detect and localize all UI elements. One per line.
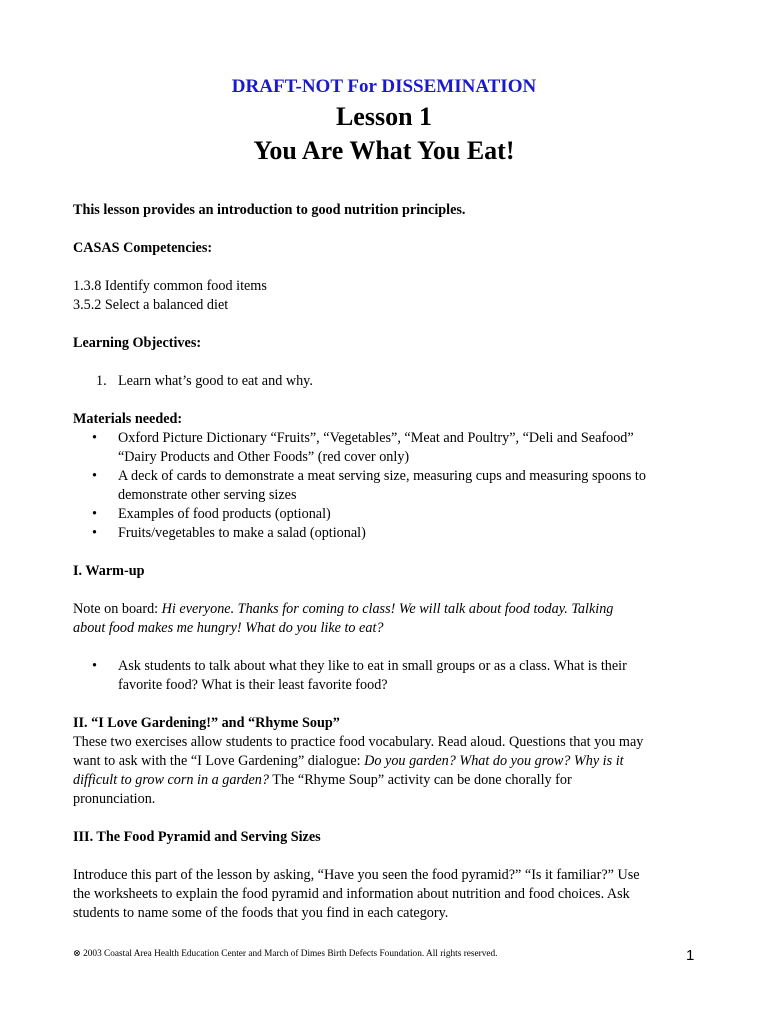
lesson-number: Lesson 1 (335, 102, 433, 131)
materials-heading: Materials needed: (73, 411, 183, 427)
draft-notice: DRAFT-NOT For DISSEMINATION (231, 76, 537, 97)
pyramid-heading: III. The Food Pyramid and Serving Sizes (73, 829, 321, 845)
bullet-icon: • (92, 506, 97, 522)
list-item: • Examples of food products (optional) (92, 506, 331, 522)
casas-heading: CASAS Competencies: (73, 240, 213, 256)
bullet-icon: • (92, 658, 97, 674)
list-item: • A deck of cards to demonstrate a meat serving size, measuring cups and measuring spoons to demonstrate other serving sizes (92, 468, 646, 503)
list-item: • Ask students to talk about what they like to eat in small groups or as a class. What is their favorite food? What is their least favorite food? (92, 658, 627, 693)
materials-list (73, 429, 713, 543)
casas-item: 1.3.8 Identify common food items (73, 278, 267, 294)
bullet-icon: • (92, 430, 97, 446)
lesson-title: You Are What You Eat! (253, 136, 515, 165)
warmup-note: Note on board: Hi everyone. Thanks for coming to class! We will talk about food today. Talking about food makes me hungry! What do you like to eat? (73, 601, 614, 636)
bullet-icon: • (92, 468, 97, 484)
bullet-icon: • (92, 525, 97, 541)
pyramid-text: Introduce this part of the lesson by asking, “Have you seen the food pyramid?” “Is it familiar?” Use the worksheets to explain the food pyramid and information about nutrition and food choices. Ask students to name some of the foods that you find in each category. (73, 867, 640, 921)
objective-text: Learn what’s good to eat and why. (118, 373, 313, 389)
objective-item (73, 372, 713, 391)
copyright-footer: ⊗ 2003 Coastal Area Health Education Center and March of Dimes Birth Defects Foundation. All rights reserved. (73, 949, 498, 959)
page-number: 1 (686, 947, 695, 964)
objectives-heading: Learning Objectives: (73, 335, 202, 351)
warmup-list (73, 657, 713, 695)
list-item: • Fruits/vegetables to make a salad (optional) (92, 525, 366, 541)
objective-number: 1. (96, 373, 107, 389)
gardening-heading: II. “I Love Gardening!” and “Rhyme Soup” (73, 715, 340, 731)
intro-text: This lesson provides an introduction to good nutrition principles. (73, 202, 466, 218)
casas-item: 3.5.2 Select a balanced diet (73, 297, 229, 313)
copyright-icon: ⊗ (73, 949, 81, 959)
warmup-heading: I. Warm-up (73, 563, 145, 579)
list-item: • Oxford Picture Dictionary “Fruits”, “Vegetables”, “Meat and Poultry”, “Deli and Seafood” “Dairy Products and Other Foods” (red cover only) (92, 430, 634, 465)
gardening-text: These two exercises allow students to practice food vocabulary. Read aloud. Questions that you may want to ask with the “I Love Gardening” dialogue: Do you garden? What do you grow? Why is it difficult to grow corn in a garden? The “Rhyme Soup” activity can be done chorally for pronunciation. (73, 734, 644, 807)
document-body (73, 201, 713, 923)
